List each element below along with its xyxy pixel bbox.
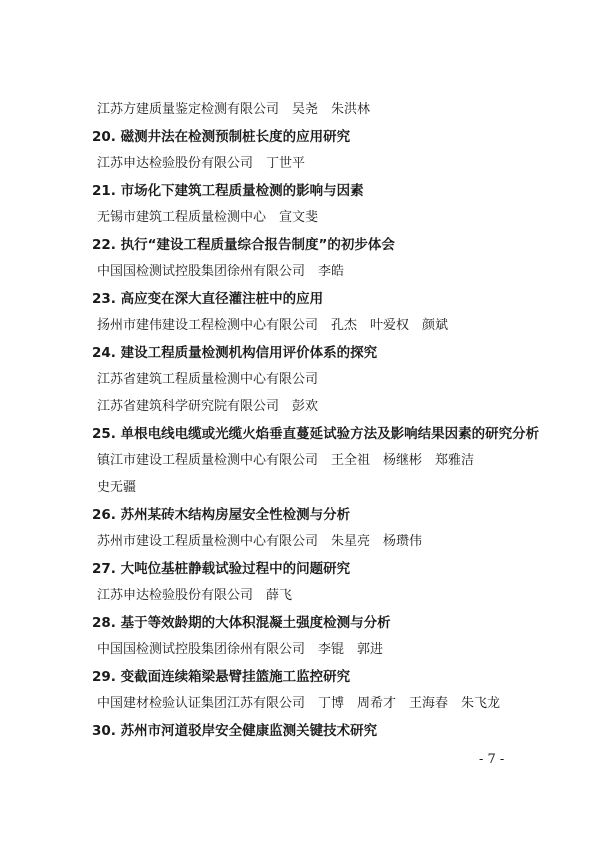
- affiliation-line: 中国国检测试控股集团徐州有限公司 李皓: [97, 264, 345, 279]
- affiliation-line: 无锡市建筑工程质量检测中心 宣文斐: [97, 210, 319, 225]
- item-title-26: [92, 506, 350, 524]
- item-number: 22.: [92, 237, 116, 253]
- item-number: 27.: [92, 561, 116, 577]
- affiliation-line: 江苏方建质量鉴定检测有限公司 吴尧 朱洪林: [97, 102, 371, 117]
- item-title-text: 苏州某砖木结构房屋安全性检测与分析: [120, 507, 351, 523]
- item-title-text: 大吨位基桩静载试验过程中的问题研究: [120, 561, 351, 577]
- affiliation-line: 中国国检测试控股集团徐州有限公司 李锟 郭进: [97, 642, 384, 657]
- item-number: 25.: [92, 426, 116, 442]
- affiliation-line: 江苏申达检验股份有限公司 丁世平: [97, 156, 306, 171]
- item-title-text: 市场化下建筑工程质量检测的影响与因素: [120, 183, 364, 199]
- item-title-23: [92, 290, 323, 308]
- affiliation-line: 江苏申达检验股份有限公司 薛飞: [97, 588, 293, 603]
- affiliation-line: 中国建材检验认证集团江苏有限公司 丁博 周希才 王海春 朱飞龙: [97, 696, 501, 711]
- item-title-29: [92, 668, 350, 686]
- item-number: 29.: [92, 669, 116, 685]
- item-number: 28.: [92, 615, 116, 631]
- item-title-text: 高应变在深大直径灌注桩中的应用: [120, 291, 324, 307]
- item-title-20: [92, 128, 350, 146]
- item-number: 26.: [92, 507, 116, 523]
- item-title-27: [92, 560, 350, 578]
- affiliation-line: 苏州市建设工程质量检测中心有限公司 朱星亮 杨瓒伟: [97, 534, 423, 549]
- item-title-24: [92, 344, 377, 362]
- affiliation-line: 镇江市建设工程质量检测中心有限公司 王全祖 杨继彬 郑雅洁: [97, 453, 475, 468]
- item-title-text: 单根电线电缆或光缆火焰垂直蔓延试验方法及影响结果因素的研究分析: [120, 426, 540, 442]
- item-title-text: 苏州市河道驳岸安全健康监测关键技术研究: [120, 723, 378, 739]
- affiliation-line: 江苏省建筑工程质量检测中心有限公司: [97, 372, 319, 387]
- item-title-text: 变截面连续箱梁悬臂挂篮施工监控研究: [120, 669, 351, 685]
- item-title-25: [92, 425, 539, 443]
- item-number: 23.: [92, 291, 116, 307]
- item-number: 21.: [92, 183, 116, 199]
- item-title-text: 磁测井法在检测预制桩长度的应用研究: [120, 129, 351, 145]
- affiliation-line: 江苏省建筑科学研究院有限公司 彭欢: [97, 399, 319, 414]
- affiliation-line: 扬州市建伟建设工程检测中心有限公司 孔杰 叶爱权 颜斌: [97, 318, 449, 333]
- item-title-text: 建设工程质量检测机构信用评价体系的探究: [120, 345, 378, 361]
- item-title-text: 基于等效龄期的大体积混凝土强度检测与分析: [120, 615, 391, 631]
- item-title-text: 执行“建设工程质量综合报告制度”的初步体会: [120, 237, 395, 253]
- item-number: 30.: [92, 723, 116, 739]
- item-title-22: [92, 236, 395, 254]
- affiliation-line: 史无疆: [97, 480, 137, 495]
- item-number: 20.: [92, 129, 116, 145]
- item-title-30: [92, 722, 377, 740]
- item-title-28: [92, 614, 391, 632]
- item-title-21: [92, 182, 364, 200]
- page-number: - 7 -: [479, 752, 505, 767]
- item-number: 24.: [92, 345, 116, 361]
